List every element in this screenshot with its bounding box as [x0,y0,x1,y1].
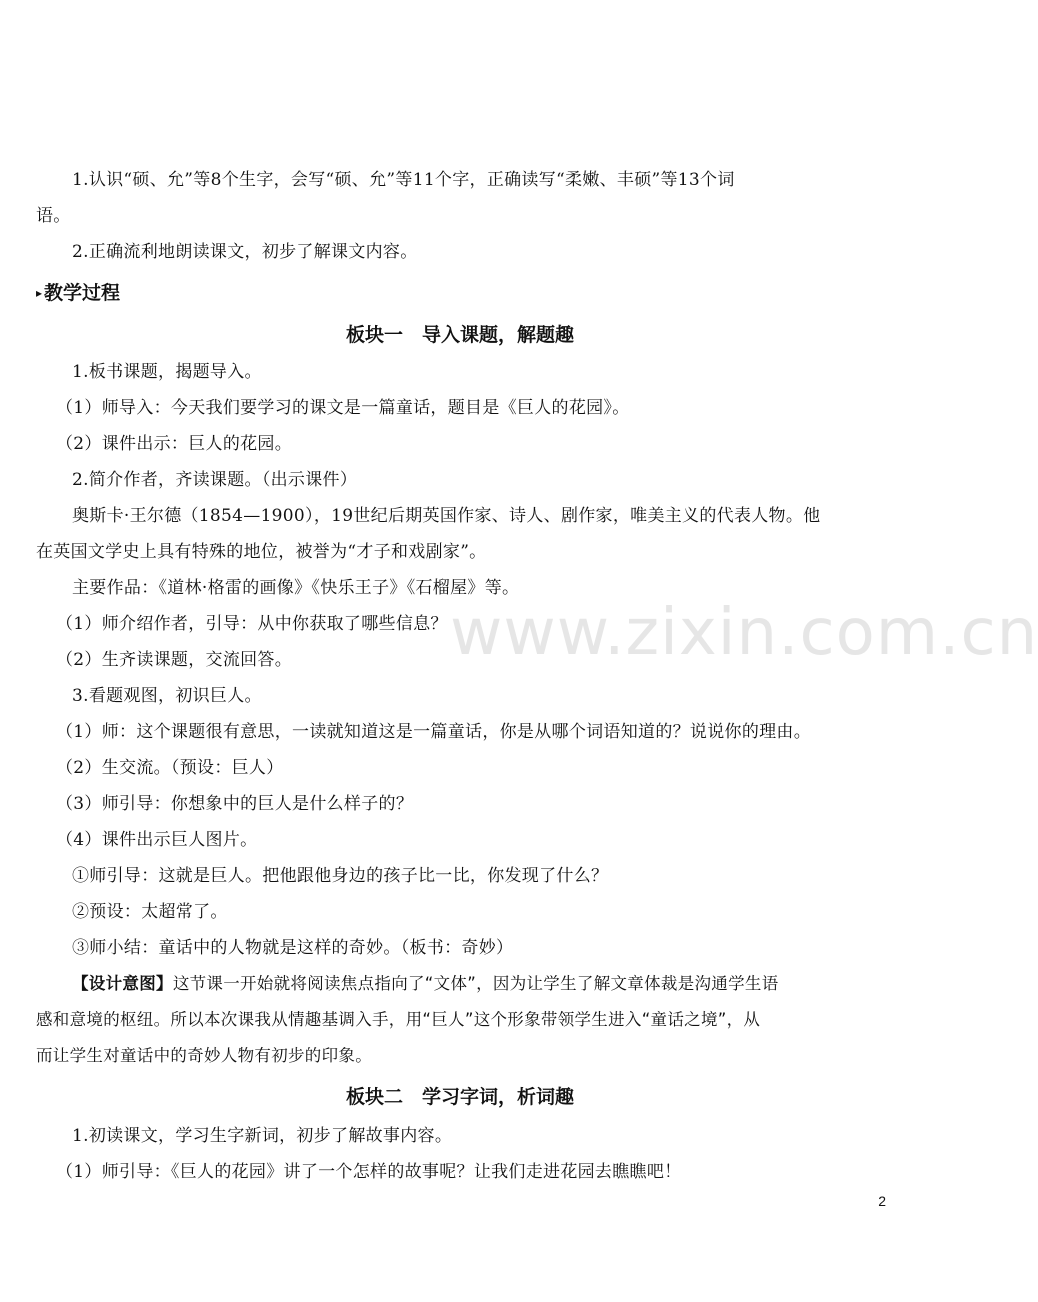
block1-item: （3）师引导：你想象中的巨人是什么样子的？ [56,794,414,814]
design-intent-cont: 而让学生对童话中的奇妙人物有初步的印象。 [36,1046,372,1065]
block1-item: （2）生齐读课题，交流回答。 [56,650,293,670]
block1-item: （1）师：这个课题很有意思，一读就知道这是一篇童话，你是从哪个词语知道的？说说你的理由。 [56,722,812,742]
page-number: 2 [878,1193,886,1209]
block1-item: （2）课件出示：巨人的花园。 [56,434,293,454]
block1-item: 3.看题观图，初识巨人。 [72,686,262,706]
watermark: www.zixin.com.cn [450,596,1038,670]
block2-item: （1）师引导：《巨人的花园》讲了一个怎样的故事呢？让我们走进花园去瞧瞧吧！ [56,1162,682,1182]
design-intent-cont: 感和意境的枢纽。所以本次课我从情趣基调入手，用“巨人”这个形象带领学生进入“童话之境”，从 [36,1010,761,1029]
block2-item: 1.初读课文，学习生字新词，初步了解故事内容。 [72,1126,453,1146]
design-intent-text: 这节课一开始就将阅读焦点指向了“文体”，因为让学生了解文章体裁是沟通学生语 [172,974,779,993]
block1-item: （1）师介绍作者，引导：从中你获取了哪些信息？ [56,614,448,634]
objective-1-cont: 语。 [36,206,71,226]
block1-item: 在英国文学史上具有特殊的地位，被誉为“才子和戏剧家”。 [36,542,487,562]
section-title [36,278,120,305]
block1-item: 1.板书课题，揭题导入。 [72,362,262,382]
design-intent [72,972,779,996]
block1-item: （2）生交流。（预设：巨人） [56,758,284,778]
objective-1: 1.认识“硕、允”等8个生字，会写“硕、允”等11个字，正确读写“柔嫩、丰硕”等13个词 [72,170,735,190]
objective-2: 2.正确流利地朗读课文，初步了解课文内容。 [72,242,418,262]
block2-title: 板块二 学习字词，析词趣 [345,1086,574,1108]
block1-item: 2.简介作者，齐读课题。（出示课件） [72,470,358,490]
design-intent-label: 【设计意图】 [72,974,173,993]
block1-item: ②预设：太超常了。 [72,902,228,922]
triangle-marker-icon: ▸ [36,286,43,300]
block1-item: ③师小结：童话中的人物就是这样的奇妙。（板书：奇妙） [72,938,514,958]
section-title-text: 教学过程 [44,282,121,304]
block1-title: 板块一 导入课题，解题趣 [345,324,574,346]
block1-item: 奥斯卡·王尔德（1854—1900），19世纪后期英国作家、诗人、剧作家，唯美主义的代表人物。他 [72,506,821,526]
block1-item: （1）师导入：今天我们要学习的课文是一篇童话，题目是《巨人的花园》。 [56,398,630,418]
block1-item: ①师引导：这就是巨人。把他跟他身边的孩子比一比，你发现了什么？ [72,866,609,886]
block1-item: （4）课件出示巨人图片。 [56,830,258,850]
block1-item: 主要作品：《道林·格雷的画像》《快乐王子》《石榴屋》等。 [72,578,520,598]
